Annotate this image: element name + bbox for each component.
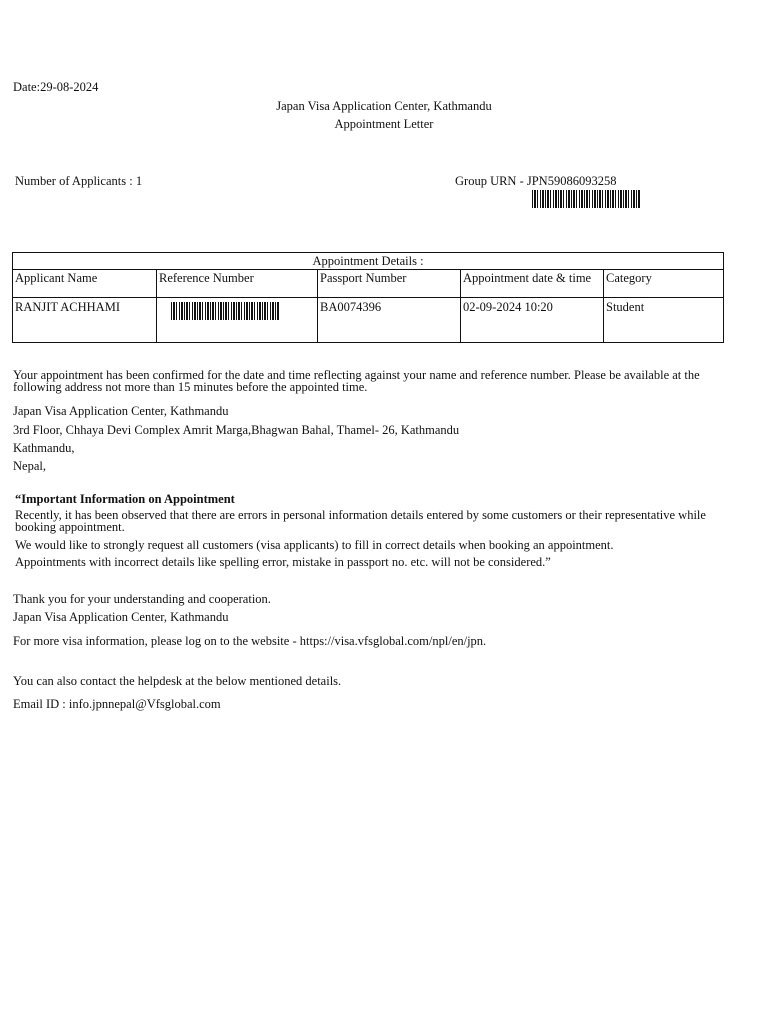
- letter-date: Date:29-08-2024: [13, 80, 99, 94]
- appointment-details-table: [12, 252, 724, 343]
- document-title: Appointment Letter: [334, 117, 434, 131]
- address-line: 3rd Floor, Chhaya Devi Complex Amrit Marga,Bhagwan Bahal, Thamel- 26, Kathmandu: [13, 423, 460, 437]
- group-urn: Group URN - JPN59086093258: [455, 174, 617, 188]
- column-header: Category: [604, 270, 724, 298]
- table-row: [13, 298, 724, 343]
- important-info-line: Appointments with incorrect details like spelling error, mistake in passport no. etc. will not be considered.”: [15, 555, 551, 569]
- email-line: Email ID : info.jpnnepal@Vfsglobal.com: [13, 697, 221, 711]
- passport-number-cell: BA0074396: [318, 298, 461, 343]
- number-of-applicants: Number of Applicants : 1: [15, 174, 143, 188]
- reference-barcode: [171, 302, 279, 320]
- organization-name: Japan Visa Application Center, Kathmandu: [276, 99, 492, 113]
- category-cell: Student: [604, 298, 724, 343]
- helpdesk-line: You can also contact the helpdesk at the below mentioned details.: [13, 674, 342, 688]
- signoff-line: Japan Visa Application Center, Kathmandu: [13, 610, 229, 624]
- column-header: Passport Number: [318, 270, 461, 298]
- group-urn-barcode: [532, 190, 640, 208]
- column-header: Reference Number: [157, 270, 318, 298]
- table-header-row: [13, 270, 724, 298]
- important-info-line: Recently, it has been observed that there are errors in personal information details entered by some customers or their representative while booking appointment.: [15, 508, 706, 534]
- column-header: Applicant Name: [13, 270, 157, 298]
- important-info-line: We would like to strongly request all customers (visa applicants) to fill in correct details when booking an appointment.: [15, 538, 614, 552]
- table-title: Appointment Details :: [13, 253, 724, 270]
- confirmation-paragraph: Your appointment has been confirmed for the date and time reflecting against your name and reference number. Please be available at the following address not more than 15 minutes before the appointed time.: [13, 368, 700, 394]
- address-line: Japan Visa Application Center, Kathmandu: [13, 404, 229, 418]
- address-line: Kathmandu,: [13, 441, 75, 455]
- applicant-name-cell: RANJIT ACHHAMI: [13, 298, 157, 343]
- thank-you-line: Thank you for your understanding and cooperation.: [13, 592, 271, 606]
- website-info-line: For more visa information, please log on to the website - https://visa.vfsglobal.com/npl/en/jpn.: [13, 634, 487, 648]
- address-line: Nepal,: [13, 459, 46, 473]
- appointment-datetime-cell: 02-09-2024 10:20: [461, 298, 604, 343]
- column-header: Appointment date & time: [461, 270, 604, 298]
- reference-number-cell: [157, 298, 318, 343]
- important-info-heading: “Important Information on Appointment: [15, 492, 235, 506]
